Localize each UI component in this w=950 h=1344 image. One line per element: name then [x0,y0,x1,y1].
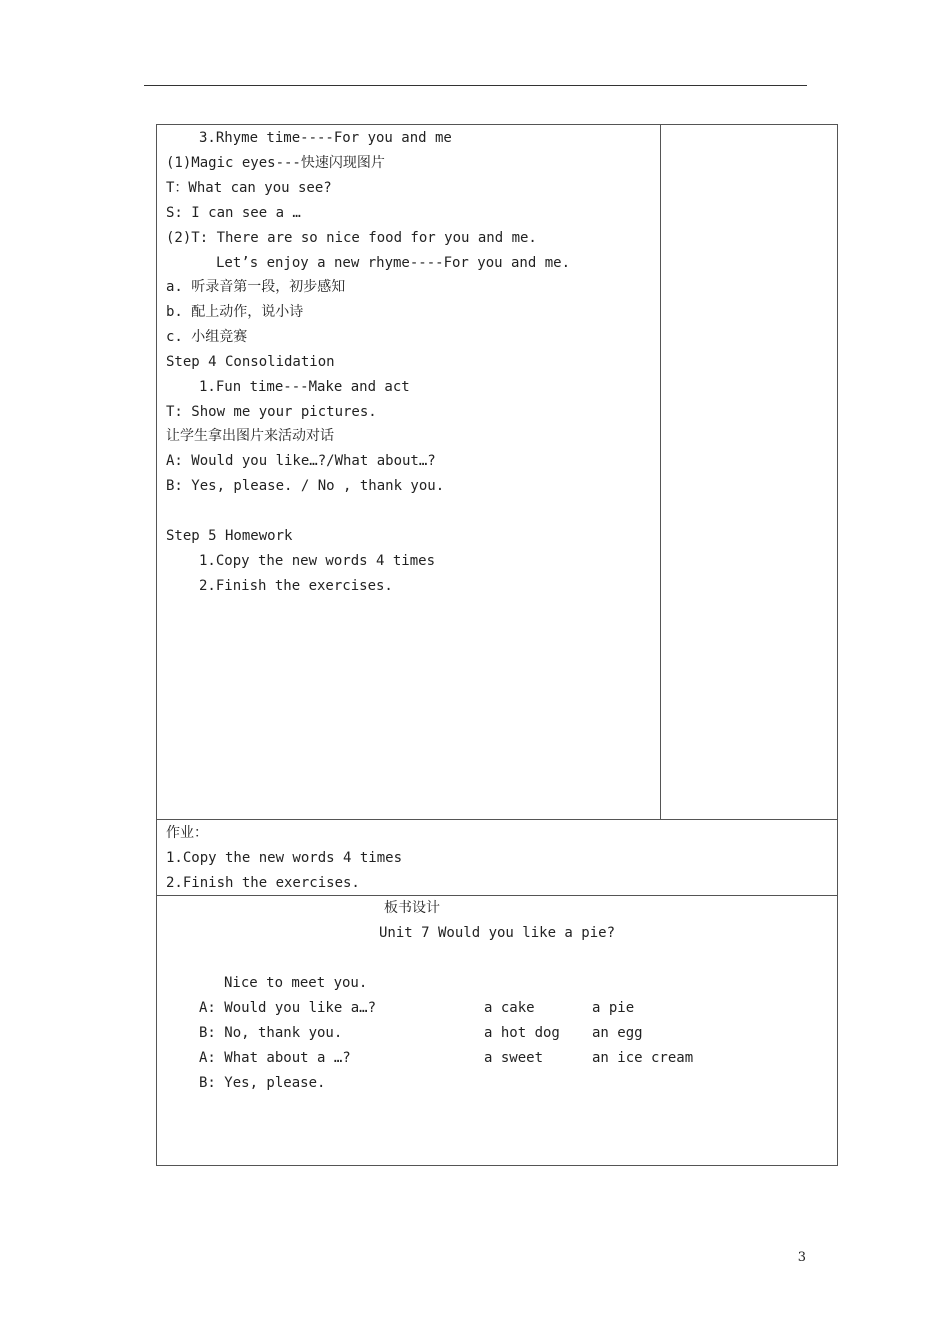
lesson-line: (1)Magic eyes---快速闪现图片 [166,155,385,171]
board-divider [156,895,838,896]
lesson-line: 3.Rhyme time----For you and me [199,130,452,146]
lesson-line: T: Show me your pictures. [166,404,377,420]
homework-divider [156,819,838,820]
board-heading: 板书设计 [384,900,440,916]
board-word: a cake [484,1000,535,1016]
board-dialogue-line: B: No, thank you. [199,1025,343,1041]
lesson-line: Step 4 Consolidation [166,354,335,370]
board-word: an ice cream [592,1050,694,1066]
notes-column-divider [660,124,661,819]
lesson-line: 2.Finish the exercises. [199,578,393,594]
lesson-line: A: Would you like…?/What about…? [166,453,436,469]
homework-title: 作业： [166,825,208,841]
lesson-line: Let’s enjoy a new rhyme----For you and me. [216,255,571,271]
lesson-line: T：What can you see? [166,180,332,196]
board-word: an egg [592,1025,643,1041]
board-dialogue-line: Nice to meet you. [224,975,368,991]
lesson-line: 1.Copy the new words 4 times [199,553,436,569]
board-dialogue-line: B: Yes, please. [199,1075,326,1091]
lesson-line: 1.Fun time---Make and act [199,379,410,395]
board-word: a sweet [484,1050,544,1066]
lesson-line: 让学生拿出图片来活动对话 [166,428,334,444]
header-rule [144,85,807,86]
board-dialogue-line: A: What about a …? [199,1050,351,1066]
lesson-line: S: I can see a … [166,205,301,221]
board-word: a pie [592,1000,635,1016]
board-dialogue-line: A: Would you like a…? [199,1000,377,1016]
lesson-line: Step 5 Homework [166,528,293,544]
lesson-line: b. 配上动作，说小诗 [166,304,304,320]
lesson-line: c. 小组竞赛 [166,329,248,345]
lesson-line: B: Yes, please. / No , thank you. [166,478,445,494]
lesson-line: (2)T: There are so nice food for you and me. [166,230,537,246]
page-number: 3 [797,1250,806,1265]
homework-item: 2.Finish the exercises. [166,875,360,891]
lesson-line: a. 听录音第一段，初步感知 [166,279,346,295]
homework-item: 1.Copy the new words 4 times [166,850,403,866]
board-title: Unit 7 Would you like a pie? [379,925,616,941]
board-word: a hot dog [484,1025,560,1041]
